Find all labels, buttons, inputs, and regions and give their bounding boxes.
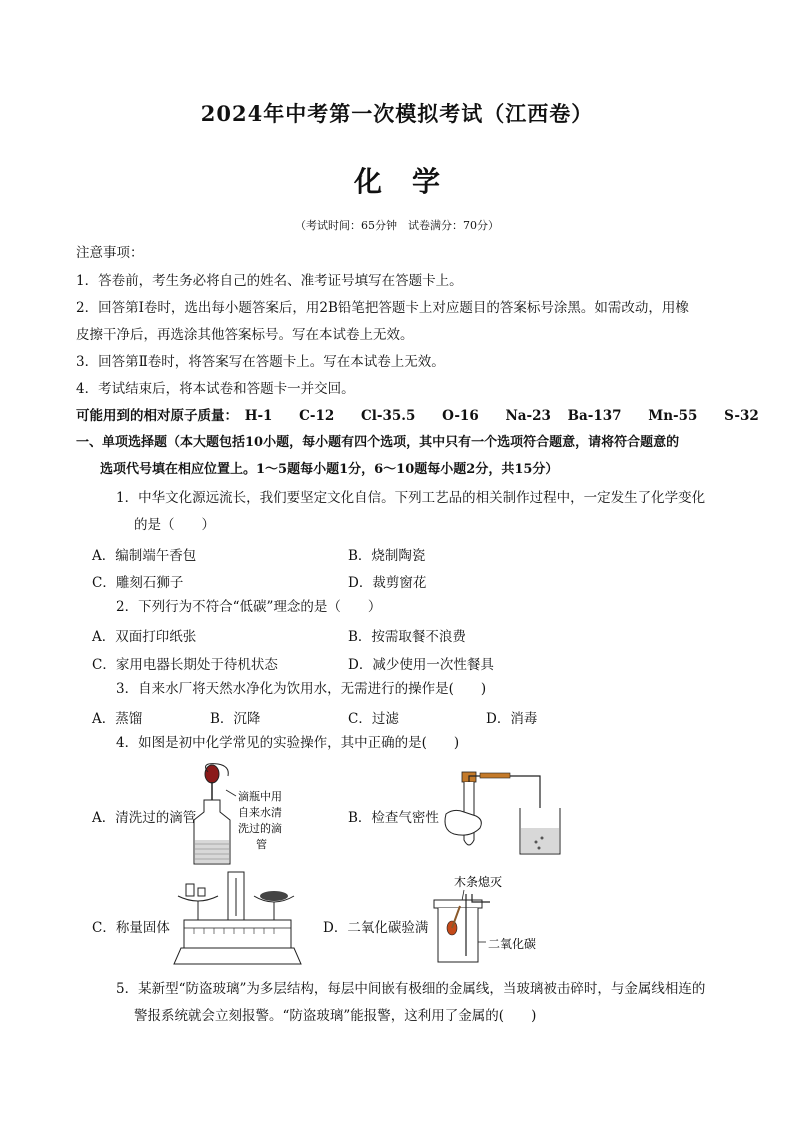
atomic-mass-value: S-32: [724, 408, 759, 424]
atomic-mass-value: C-12: [299, 408, 335, 424]
q1-option-b: B．烧制陶瓷: [348, 548, 426, 564]
section-1-heading-cont: 选项代号填在相应位置上。1～5题每小题1分，6～10题每小题2分，共15分）: [100, 462, 559, 477]
atomic-mass-value: H-1: [244, 408, 273, 424]
q3-option-c: C．过滤: [348, 711, 399, 727]
q1-option-c: C．雕刻石狮子: [92, 575, 184, 591]
q4-stem: 4．如图是初中化学常见的实验操作，其中正确的是( ): [116, 735, 460, 751]
exam-title: 2024年中考第一次模拟考试（江西卷）: [200, 101, 594, 126]
co2-test-figure: [430, 866, 560, 966]
figure-d-label-side: 二氧化碳: [488, 937, 537, 951]
q5-stem: 5．某新型“防盗玻璃”为多层结构，每层中间嵌有极细的金属线，当玻璃被击碎时，与金属线相连的: [116, 981, 706, 997]
q3-option-a: A．蒸馏: [92, 711, 143, 727]
airtightness-figure: [440, 768, 570, 858]
notice-item-1: 1．答卷前，考生务必将自己的姓名、准考证号填写在答题卡上。: [76, 273, 463, 289]
q2-option-c: C．家用电器长期处于待机状态: [92, 657, 278, 673]
notice-item-2b: 皮擦干净后，再选涂其他答案标号。写在本试卷上无效。: [76, 327, 414, 343]
figure-d-label-top: 木条熄灭: [454, 875, 503, 889]
atomic-mass-value: Cl-35.5: [361, 408, 416, 424]
q5-stem-cont: 警报系统就会立刻报警。“防盗玻璃”能报警，这利用了金属的( ): [134, 1008, 537, 1024]
notice-item-2a: 2．回答第Ⅰ卷时，选出每小题答案后，用2B铅笔把答题卡上对应题目的答案标号涂黑。如需改动，用橡: [76, 300, 689, 316]
q1-stem: 1．中华文化源远流长，我们要坚定文化自信。下列工艺品的相关制作过程中，一定发生了化学变化: [116, 490, 706, 506]
q2-option-a: A．双面打印纸张: [92, 629, 197, 645]
q4-option-b: B．检查气密性: [348, 810, 439, 826]
balance-figure: [170, 868, 305, 968]
figure-a-label-1: 滴瓶中用: [238, 790, 282, 803]
q2-option-b: B．按需取餐不浪费: [348, 629, 466, 645]
figure-a-label-4: 管: [256, 838, 267, 851]
exam-meta: （考试时间：65分钟 试卷满分：70分）: [295, 219, 499, 232]
q4-option-a: A．清洗过的滴管: [92, 810, 197, 826]
atomic-mass-value: O-16: [442, 408, 479, 424]
q2-option-d: D．减少使用一次性餐具: [348, 657, 494, 673]
atomic-mass-value: Ba-137: [567, 408, 622, 424]
notice-item-4: 4．考试结束后，将本试卷和答题卡一并交回。: [76, 381, 355, 397]
q4-option-c: C．称量固体: [92, 920, 170, 936]
q2-stem: 2．下列行为不符合“低碳”理念的是（ ）: [116, 599, 382, 615]
q4-option-d: D．二氧化碳验满: [323, 920, 429, 936]
atomic-mass-value: Mn-55: [648, 408, 698, 424]
atomic-mass-value: Na-23: [505, 408, 551, 424]
atomic-mass-label: 可能用到的相对原子质量：: [76, 408, 238, 424]
q3-option-d: D．消毒: [486, 711, 538, 727]
section-1-heading: 一、单项选择题（本大题包括10小题，每小题有四个选项，其中只有一个选项符合题意，请将符合题意的: [76, 435, 680, 450]
notice-heading: 注意事项：: [76, 245, 144, 261]
dropper-bottle-figure: [190, 760, 300, 870]
subject-title: 化学: [353, 165, 470, 198]
notice-item-3: 3．回答第Ⅱ卷时，将答案写在答题卡上。写在本试卷上无效。: [76, 354, 445, 370]
q3-option-b: B．沉降: [210, 711, 261, 727]
q1-option-a: A．编制端午香包: [92, 548, 197, 564]
q1-stem-cont: 的是（ ）: [134, 517, 215, 533]
figure-a-label-2: 自来水清: [238, 806, 282, 819]
atomic-mass-line: [76, 407, 759, 425]
q1-option-d: D．裁剪窗花: [348, 575, 427, 591]
figure-a-label-3: 洗过的滴: [238, 822, 282, 835]
q3-stem: 3．自来水厂将天然水净化为饮用水，无需进行的操作是( ): [116, 681, 487, 697]
